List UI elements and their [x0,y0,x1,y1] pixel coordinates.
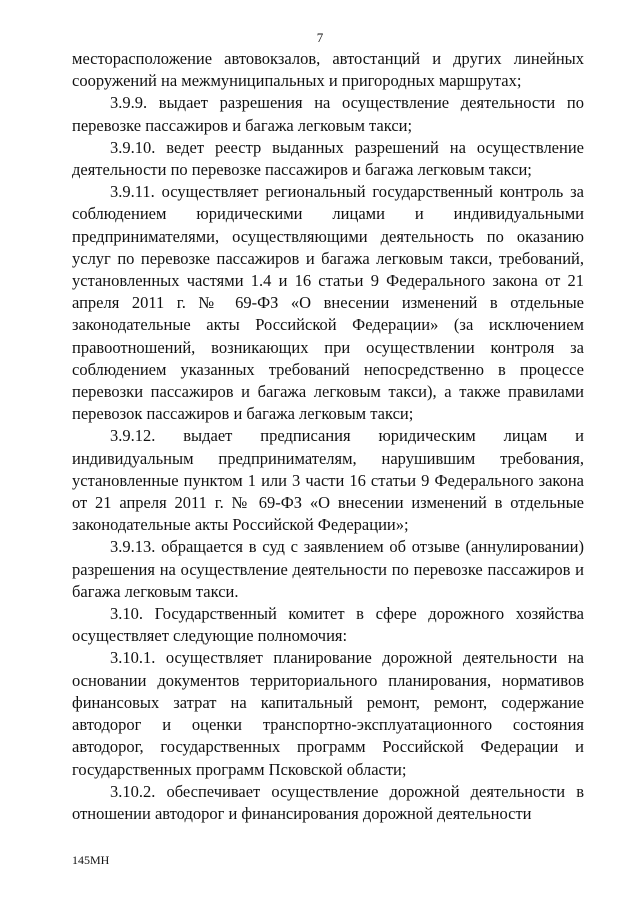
paragraph-3-9-13: 3.9.13. обращается в суд с заявлением об отзыве (аннулировании) разрешения на осуществление деятельности по перевозке пассажиров и багажа легковым такси. [72,537,584,601]
paragraph-3-9-9: 3.9.9. выдает разрешения на осуществление деятельности по перевозке пассажиров и багажа легковым такси; [72,93,584,135]
footer-document-code: 145МН [72,853,110,867]
paragraph-3-9-11: 3.9.11. осуществляет региональный государственный контроль за соблюдением юридическими лицами и индивидуальными предпринимателями, осуществляющими деятельность по оказанию услуг по перевозке пассажиров и багажа легковым такси, требований, установленных частями 1.4 и 16 статьи 9 Федерального закона от 21 апреля 2011 г. № 69-ФЗ «О внесении изменений в отдельные законодательные акты Российской Федерации» (за исключением правоотношений, возникающих при осуществлении контроля за соблюдением указанных требований непосредственно в процессе перевозки пассажиров и багажа легковым такси), а также правилами перевозок пассажиров и багажа легковым такси; [72,182,584,424]
document-body [72,48,584,825]
paragraph-3-10-1: 3.10.1. осуществляет планирование дорожной деятельности на основании документов территориального планирования, нормативов финансовых затрат на капитальный ремонт, ремонт, содержание автодорог и оценки транспортно-эксплуатационного состояния автодорог, государственных программ Российской Федерации и государственных программ Псковской области; [72,648,584,779]
paragraph-3-10-2: 3.10.2. обеспечивает осуществление дорожной деятельности в отношении автодорог и финансирования дорожной деятельности [72,781,584,823]
paragraph-continuation: месторасположение автовокзалов, автостанций и других линейных сооружений на межмуниципальных и пригородных маршрутах; [72,49,584,91]
paragraph-3-9-10: 3.9.10. ведет реестр выданных разрешений на осуществление деятельности по перевозке пассажиров и багажа легковым такси; [72,137,584,180]
paragraph-3-10: 3.10. Государственный комитет в сфере дорожного хозяйства осуществляет следующие полномочия: [72,604,584,646]
page-number: 7 [316,30,324,45]
paragraph-3-9-12: 3.9.12. выдает предписания юридическим лицам и индивидуальным предпринимателям, нарушившим требования, установленные пунктом 1 или 3 части 16 статьи 9 Федерального закона от 21 апреля 2011 г. № 69-ФЗ «О внесении изменений в отдельные законодательные акты Российской Федерации»; [72,426,584,535]
